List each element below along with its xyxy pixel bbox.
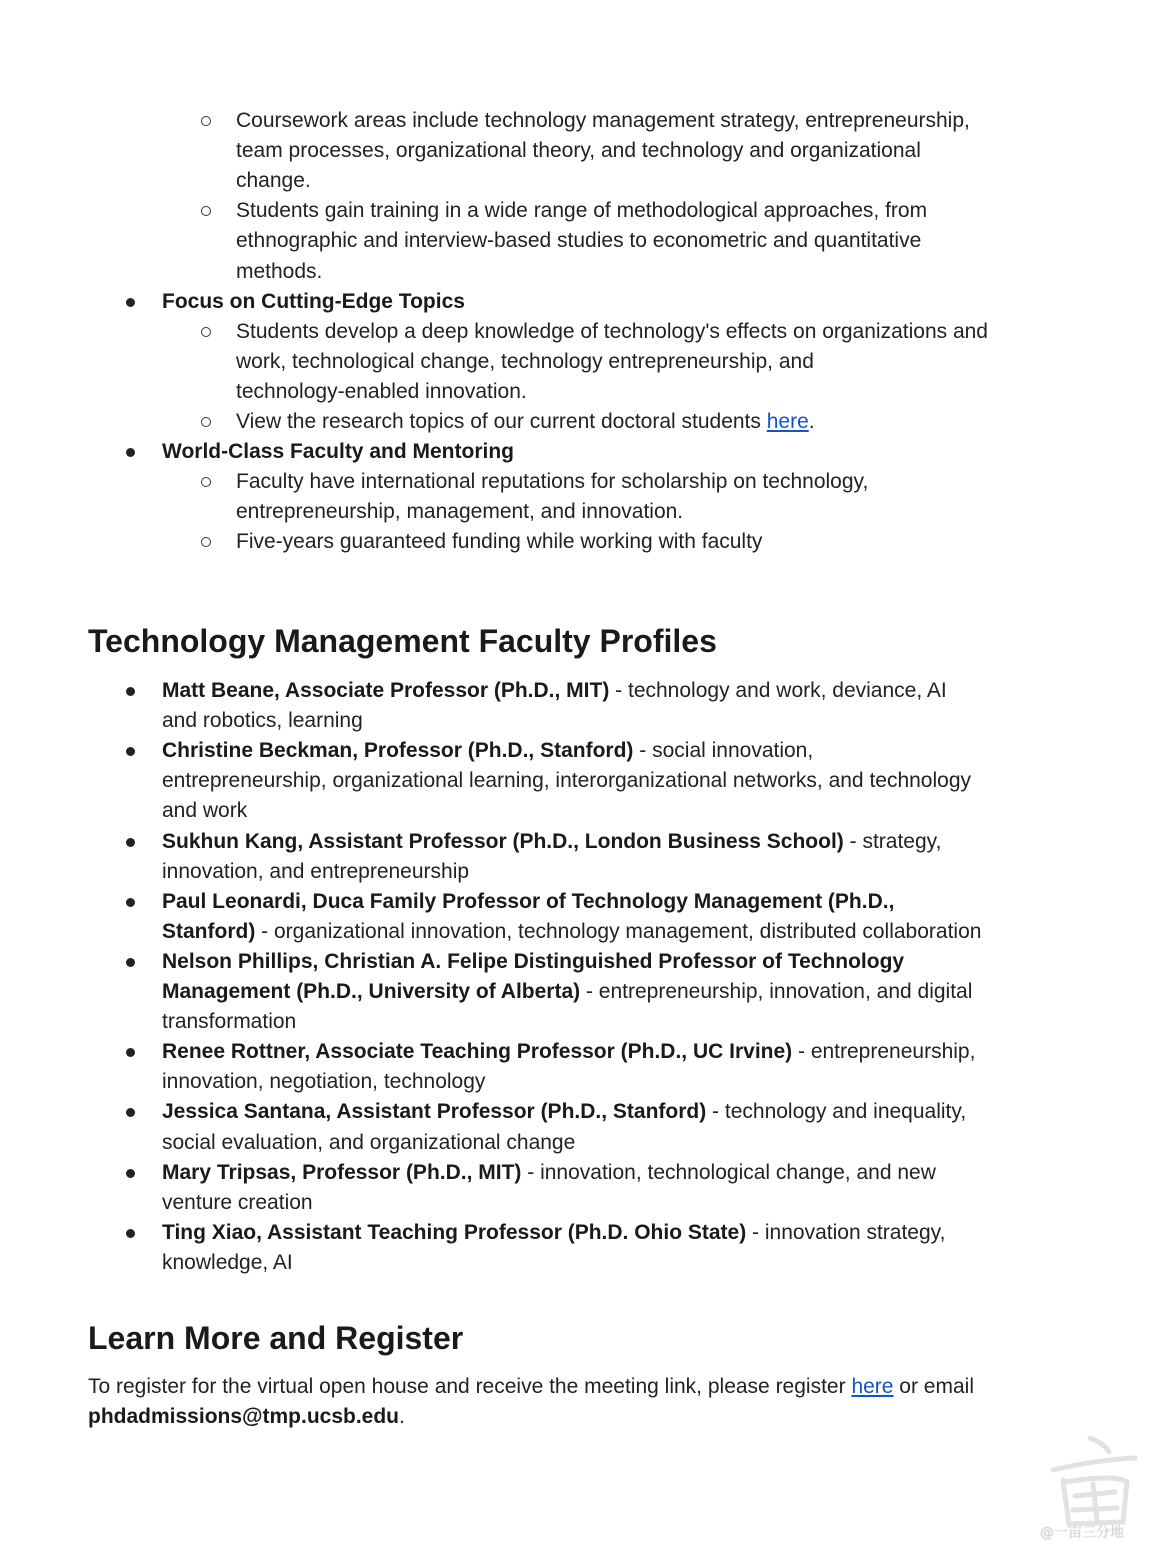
faculty-line bbox=[162, 736, 813, 766]
faculty-research-areas: innovation, and entrepreneurship bbox=[162, 859, 470, 883]
faculty-research-areas: - strategy, bbox=[843, 829, 942, 853]
faculty-research-areas: - technology and work, deviance, AI bbox=[609, 679, 947, 702]
bullet-circle-icon bbox=[201, 417, 211, 427]
faculty-research-areas: - entrepreneurship, bbox=[792, 1040, 976, 1064]
faculty-line bbox=[162, 1248, 293, 1278]
faculty-name-title: Paul Leonardi, Duca Family Professor of Technology Management (Ph.D., bbox=[162, 889, 895, 913]
highlight-detail-line: technology-enabled innovation. bbox=[236, 379, 527, 403]
detail-text: View the research topics of our current doctoral students bbox=[236, 410, 767, 433]
faculty-research-areas: knowledge, AI bbox=[162, 1250, 293, 1274]
faculty-line bbox=[162, 947, 904, 977]
faculty-research-areas: innovation, negotiation, technology bbox=[162, 1070, 486, 1094]
faculty-line bbox=[162, 676, 947, 706]
bullet-circle-icon bbox=[201, 116, 211, 126]
detail-text-end: . bbox=[808, 410, 815, 433]
highlight-heading: Focus on Cutting-Edge Topics bbox=[162, 289, 465, 313]
faculty-line bbox=[162, 1188, 313, 1218]
faculty-research-areas: entrepreneurship, organizational learning, interorganizational networks, and technology bbox=[162, 769, 972, 793]
faculty-name-title: Sukhun Kang, Assistant Professor (Ph.D., London Business School) bbox=[162, 829, 844, 853]
faculty-line bbox=[162, 796, 247, 826]
faculty-name-title: Matt Beane, Associate Professor (Ph.D., MIT) bbox=[162, 679, 610, 702]
faculty-line bbox=[162, 1097, 966, 1127]
register-here-link[interactable]: here bbox=[851, 1375, 894, 1398]
faculty-line bbox=[162, 1128, 575, 1158]
register-text-end: . bbox=[399, 1405, 405, 1428]
bullet-dot-icon bbox=[126, 898, 135, 907]
highlight-detail-line: Five-years guaranteed funding while working with faculty bbox=[236, 530, 763, 554]
faculty-name-title: Jessica Santana, Assistant Professor (Ph.D., Stanford) bbox=[162, 1100, 707, 1124]
faculty-research-areas: - entrepreneurship, innovation, and digital bbox=[580, 980, 973, 1003]
bullet-dot-icon bbox=[126, 1108, 135, 1117]
highlight-detail-line: work, technological change, technology entrepreneurship, and bbox=[236, 349, 814, 373]
faculty-research-areas: - innovation, technological change, and new bbox=[521, 1160, 936, 1184]
faculty-line bbox=[162, 887, 894, 917]
register-text-middle: or email bbox=[893, 1375, 974, 1398]
highlight-detail-line: Students develop a deep knowledge of technology's effects on organizations and bbox=[236, 319, 988, 343]
highlight-detail-line: change. bbox=[236, 169, 311, 193]
faculty-line bbox=[162, 1037, 975, 1067]
faculty-line bbox=[162, 917, 981, 947]
faculty-line bbox=[162, 1007, 296, 1037]
faculty-name-title: Management (Ph.D., University of Alberta) bbox=[162, 980, 581, 1003]
faculty-line bbox=[162, 977, 972, 1007]
register-heading: Learn More and Register bbox=[88, 1320, 464, 1356]
register-text: To register for the virtual open house and receive the meeting link, please register bbox=[88, 1375, 852, 1398]
highlight-detail-line: entrepreneurship, management, and innovation. bbox=[236, 500, 684, 524]
bullet-dot-icon bbox=[126, 747, 135, 756]
highlight-detail-line: ethnographic and interview-based studies to econometric and quantitative bbox=[236, 229, 922, 253]
faculty-research-areas: transformation bbox=[162, 1010, 297, 1034]
highlight-detail bbox=[236, 407, 815, 437]
faculty-line bbox=[162, 706, 363, 736]
faculty-name-title: Christine Beckman, Professor (Ph.D., Stanford) bbox=[162, 739, 634, 763]
watermark-text: @一亩三分地 bbox=[1040, 1525, 1124, 1541]
bullet-dot-icon bbox=[126, 298, 135, 307]
faculty-line bbox=[162, 1218, 945, 1248]
register-paragraph bbox=[88, 1372, 974, 1402]
register-email-line bbox=[88, 1402, 405, 1432]
highlight-detail-line: team processes, organizational theory, and technology and organizational bbox=[236, 139, 921, 163]
admissions-email[interactable]: phdadmissions@tmp.ucsb.edu bbox=[88, 1405, 400, 1428]
bullet-dot-icon bbox=[126, 958, 135, 967]
bullet-dot-icon bbox=[126, 687, 135, 696]
faculty-research-areas: and robotics, learning bbox=[162, 709, 363, 733]
highlight-detail-line: methods. bbox=[236, 259, 323, 283]
bullet-dot-icon bbox=[126, 1169, 135, 1178]
faculty-name-title: Ting Xiao, Assistant Teaching Professor (Ph.D. Ohio State) bbox=[162, 1220, 747, 1244]
faculty-research-areas: - technology and inequality, bbox=[706, 1100, 967, 1124]
bullet-dot-icon bbox=[126, 1048, 135, 1057]
bullet-circle-icon bbox=[201, 537, 211, 547]
research-topics-here-link[interactable]: here bbox=[766, 410, 809, 433]
bullet-dot-icon bbox=[126, 1229, 135, 1238]
faculty-research-areas: - social innovation, bbox=[633, 739, 814, 763]
faculty-research-areas: - innovation strategy, bbox=[746, 1220, 946, 1244]
bullet-circle-icon bbox=[201, 477, 211, 487]
highlight-detail-line: Coursework areas include technology management strategy, entrepreneurship, bbox=[236, 109, 970, 132]
faculty-line bbox=[162, 1067, 485, 1097]
faculty-research-areas: - organizational innovation, technology management, distributed collaboration bbox=[255, 919, 982, 943]
bullet-dot-icon bbox=[126, 448, 135, 457]
faculty-name-title: Stanford) bbox=[162, 919, 256, 943]
faculty-name-title: Renee Rottner, Associate Teaching Professor (Ph.D., UC Irvine) bbox=[162, 1040, 793, 1064]
faculty-profiles-heading: Technology Management Faculty Profiles bbox=[88, 623, 717, 659]
faculty-line bbox=[162, 827, 941, 857]
faculty-name-title: Nelson Phillips, Christian A. Felipe Distinguished Professor of Technology bbox=[162, 949, 905, 973]
bullet-circle-icon bbox=[201, 327, 211, 337]
highlight-detail-line: Students gain training in a wide range of methodological approaches, from bbox=[236, 199, 928, 223]
faculty-name-title: Mary Tripsas, Professor (Ph.D., MIT) bbox=[162, 1160, 522, 1184]
bullet-circle-icon bbox=[201, 206, 211, 216]
faculty-line bbox=[162, 857, 469, 887]
faculty-line bbox=[162, 766, 971, 796]
faculty-line bbox=[162, 1158, 936, 1188]
highlight-heading: World-Class Faculty and Mentoring bbox=[162, 440, 514, 464]
faculty-research-areas: venture creation bbox=[162, 1190, 313, 1214]
bullet-dot-icon bbox=[126, 838, 135, 847]
faculty-research-areas: and work bbox=[162, 799, 248, 823]
faculty-research-areas: social evaluation, and organizational change bbox=[162, 1130, 576, 1154]
highlight-detail-line: Faculty have international reputations for scholarship on technology, bbox=[236, 470, 869, 494]
